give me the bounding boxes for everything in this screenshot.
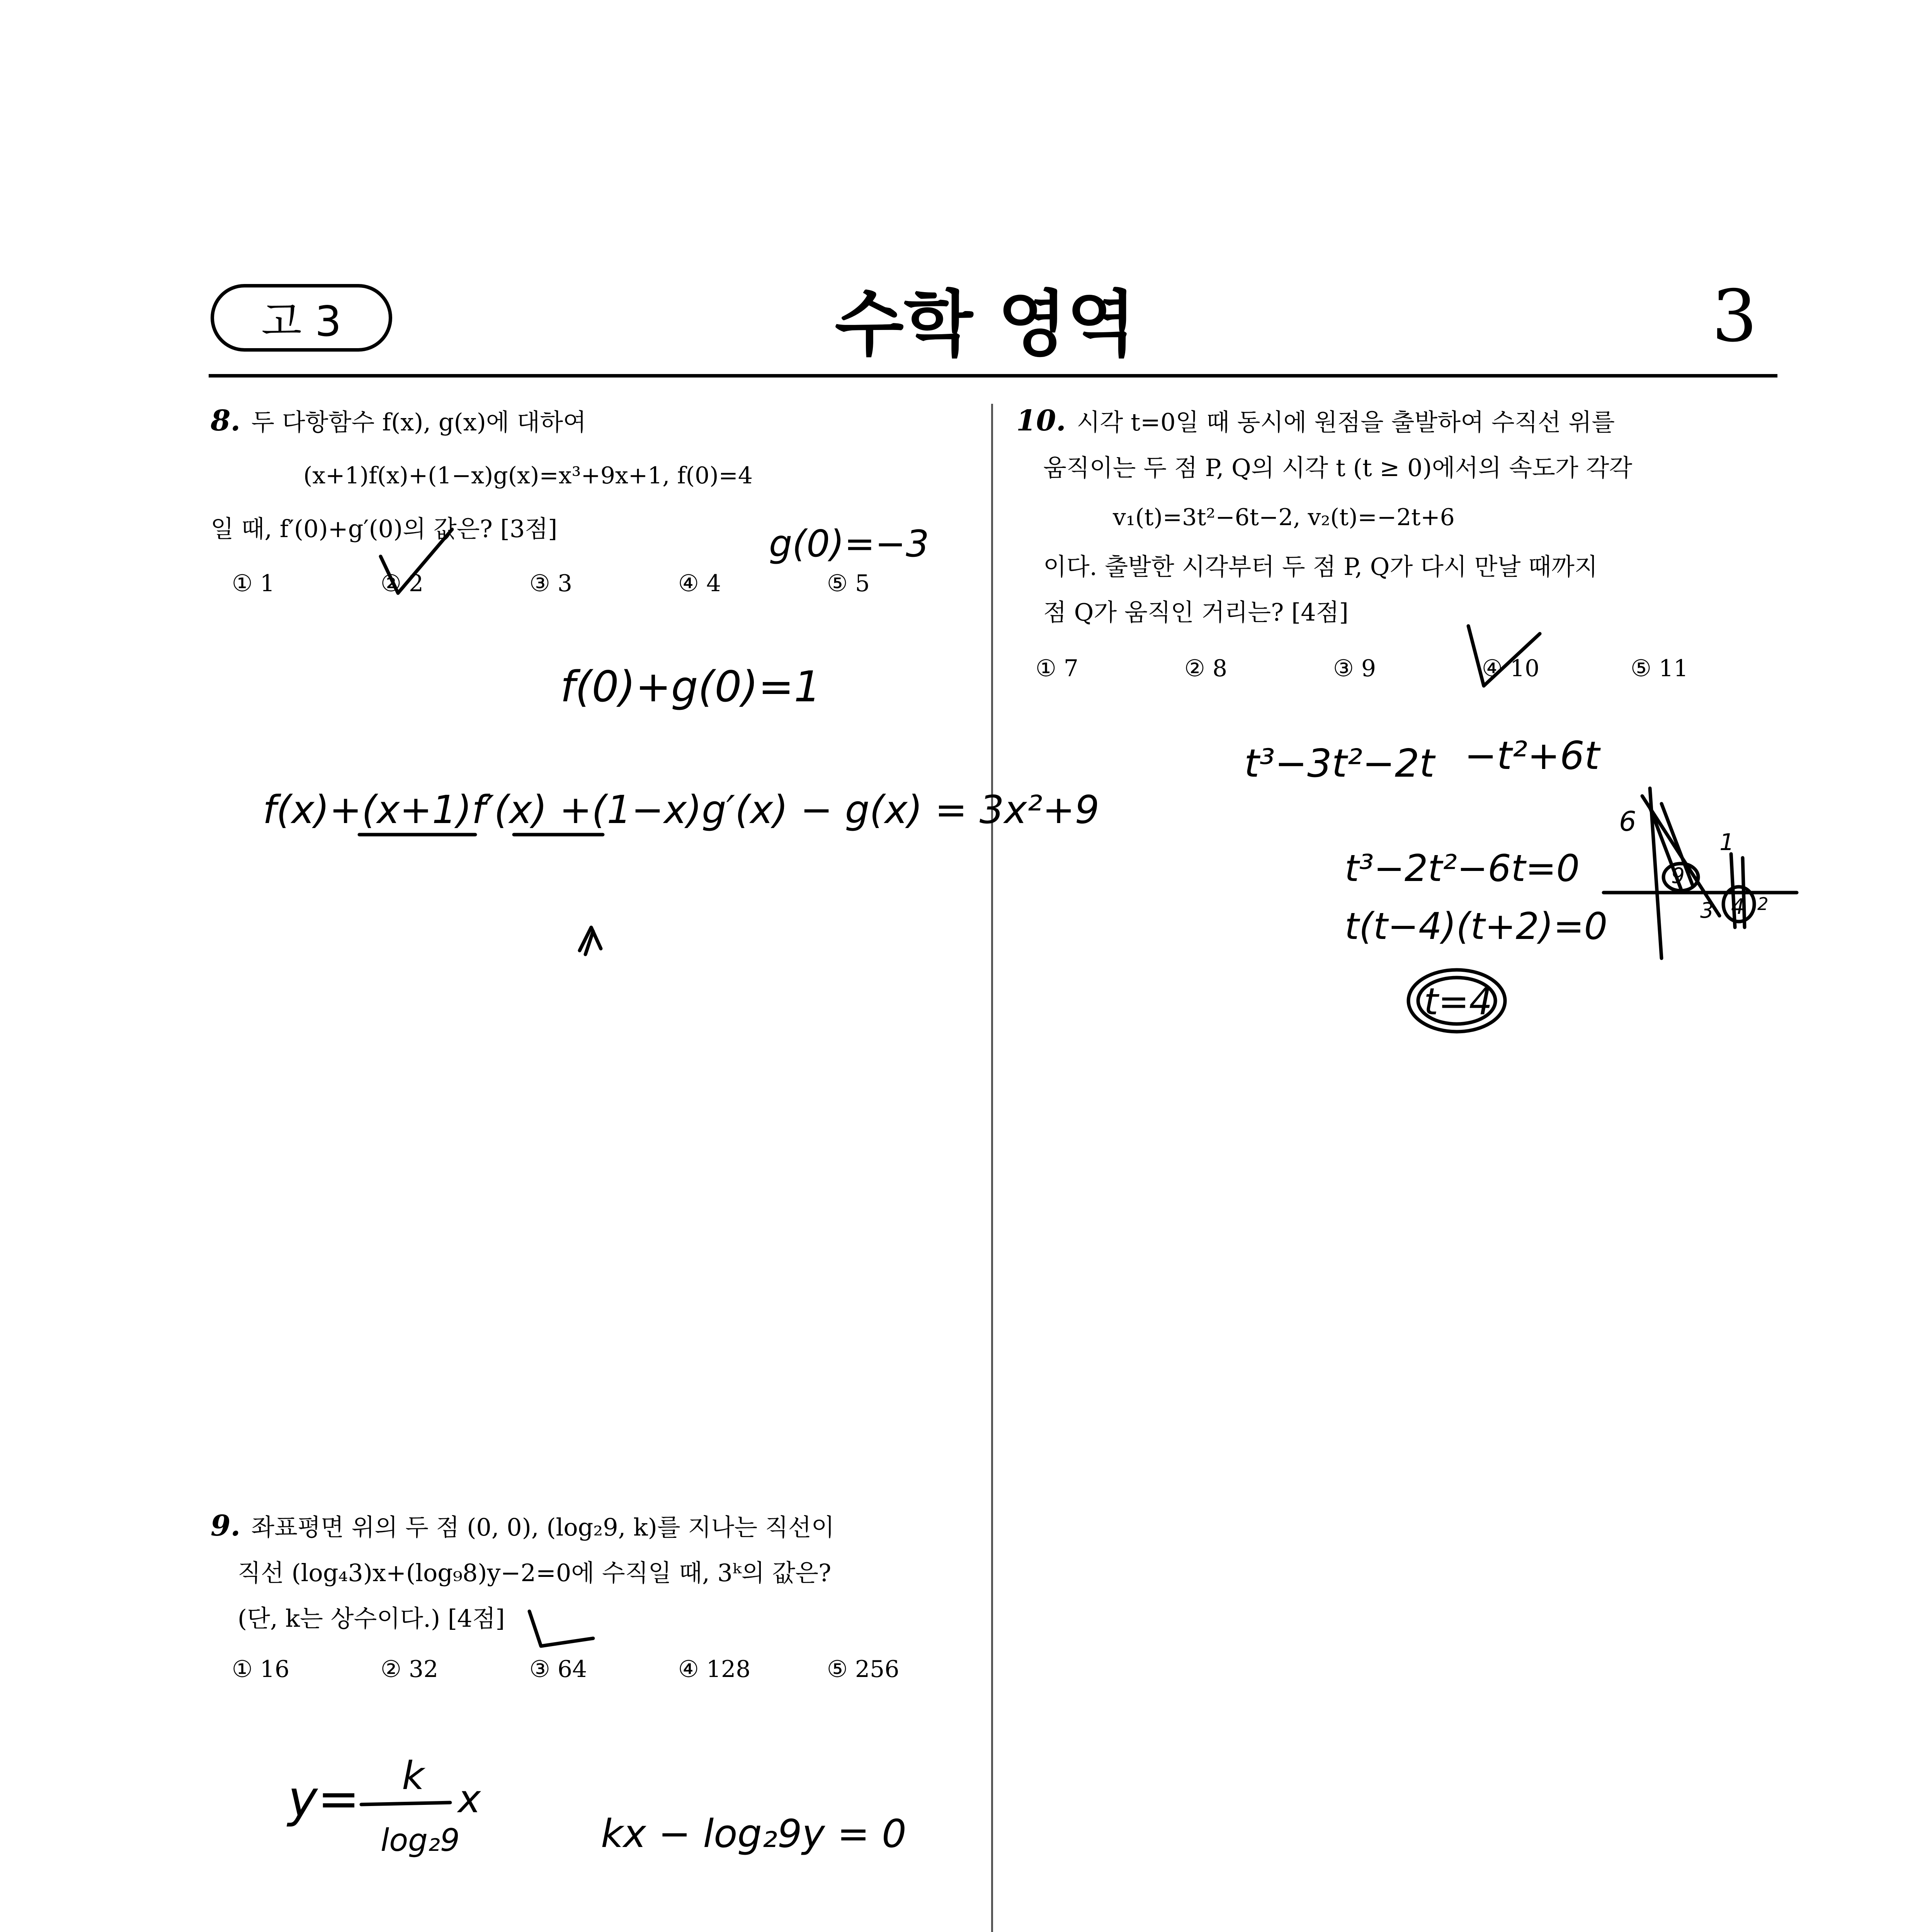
hw-q8-line1: f(0)+g(0)=1 [560, 662, 821, 711]
question-8-choice-4[interactable]: ④ 4 [678, 570, 721, 597]
hw-q10-graph [1604, 788, 1797, 958]
question-10-choice-5[interactable]: ⑤ 11 [1631, 655, 1689, 682]
hw-graph-label-2: 2 [1757, 894, 1769, 914]
question-9-choice-3[interactable]: ③ 64 [529, 1656, 587, 1683]
question-8-line3: 일 때, f′(0)+g′(0)의 값은? [3점] [211, 515, 558, 543]
hw-graph-label-4: 4 [1731, 894, 1745, 919]
question-9-choice-4[interactable]: ④ 128 [678, 1656, 751, 1683]
hw-q9-x: x [458, 1776, 481, 1821]
q10-checkmark-icon [1468, 626, 1540, 686]
question-10-choice-4[interactable]: ④ 10 [1482, 655, 1540, 682]
question-10-formula: v₁(t)=3t²−6t−2, v₂(t)=−2t+6 [1113, 504, 1455, 531]
page-number: 3 [1712, 274, 1757, 358]
question-10-line1: 시각 t=0일 때 동시에 원점을 출발하여 수직선 위를 [1077, 408, 1615, 436]
question-8-choice-5[interactable]: ⑤ 5 [827, 570, 870, 597]
question-8-line1: 두 다항함수 f(x), g(x)에 대하여 [251, 408, 587, 436]
hw-q9-frac-den: log₂9 [381, 1822, 460, 1858]
q8-checkmark-icon [381, 529, 452, 593]
question-9-choice-2[interactable]: ② 32 [381, 1656, 439, 1683]
hw-q10-line1b: −t²+6t [1464, 733, 1600, 778]
hw-q8-arrow-icon [580, 927, 601, 954]
page-title: 수학 영역 [835, 282, 1136, 366]
hw-q8-line2: f(x)+(x+1)f′(x) +(1−x)g′(x) − g(x) = 3x²+9 [263, 787, 1100, 832]
q9-checkmark-icon [529, 1611, 593, 1646]
question-10-choice-3[interactable]: ③ 9 [1333, 655, 1376, 682]
question-8-formula: (x+1)f(x)+(1−x)g(x)=x³+9x+1, f(0)=4 [303, 462, 753, 489]
question-10-line2: 움직이는 두 점 P, Q의 시각 t (t ≥ 0)에서의 속도가 각각 [1043, 454, 1633, 482]
question-10-line5: 점 Q가 움직인 거리는? [4점] [1043, 598, 1349, 626]
hw-graph-label-9: 9 [1671, 863, 1685, 888]
hw-q9-y-eq: y= [288, 1769, 360, 1828]
grade-badge: 고 3 [211, 284, 392, 352]
question-9-number: 9. [211, 1509, 241, 1543]
question-9-line3: (단, k는 상수이다.) [4점] [238, 1604, 505, 1633]
question-10-choice-1[interactable]: ① 7 [1036, 655, 1079, 682]
question-8-choice-2[interactable]: ② 2 [381, 570, 424, 597]
question-9-choice-5[interactable]: ⑤ 256 [827, 1656, 900, 1683]
question-9-line2: 직선 (log₄3)x+(log₉8)y−2=0에 수직일 때, 3ᵏ의 값은? [238, 1559, 832, 1587]
hw-q8-note: g(0)=−3 [769, 523, 929, 565]
question-10-choice-2[interactable]: ② 8 [1184, 655, 1228, 682]
question-8-number: 8. [211, 404, 241, 437]
hw-q9-line2: kx − log₂9y = 0 [601, 1811, 906, 1856]
question-9-choice-1[interactable]: ① 16 [232, 1656, 290, 1683]
hw-graph-label-3: 3 [1700, 898, 1714, 923]
question-10-number: 10. [1016, 404, 1066, 437]
hw-q10-line1: t³−3t²−2t [1244, 741, 1435, 786]
hw-q10-line3: t(t−4)(t+2)=0 [1345, 905, 1608, 948]
question-8-choice-3[interactable]: ③ 3 [529, 570, 573, 597]
hw-q10-line2: t³−2t²−6t=0 [1345, 847, 1580, 890]
question-10-line4: 이다. 출발한 시각부터 두 점 P, Q가 다시 만날 때까지 [1043, 553, 1598, 581]
hw-q9-fraction-bar [361, 1803, 450, 1804]
hw-graph-label-6: 6 [1619, 806, 1636, 837]
hw-q10-answer: t=4 [1424, 981, 1493, 1023]
question-9-line1: 좌표평면 위의 두 점 (0, 0), (log₂9, k)를 지나는 직선이 [251, 1513, 835, 1541]
hw-q9-frac-num: k [402, 1753, 424, 1798]
hw-graph-label-1: 1 [1719, 829, 1735, 856]
question-8-choice-1[interactable]: ① 1 [232, 570, 275, 597]
